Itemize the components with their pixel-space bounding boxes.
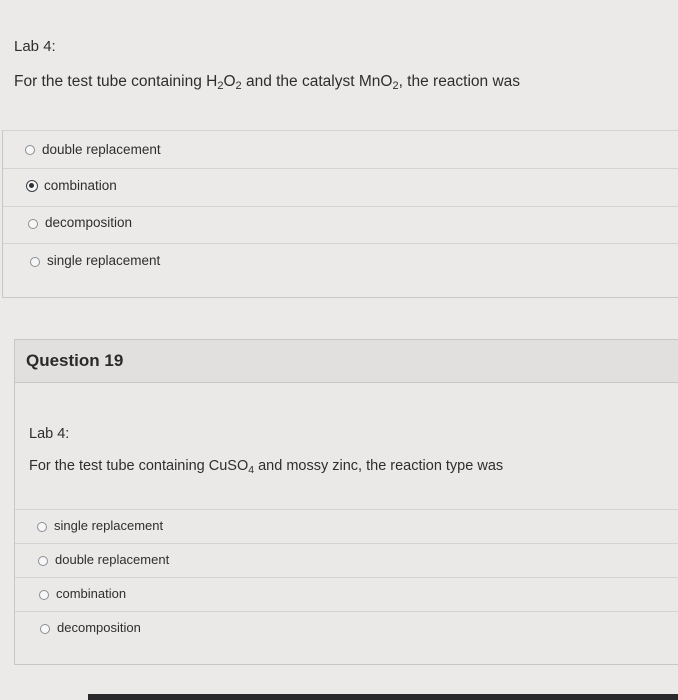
q18-lab-label: Lab 4: bbox=[14, 38, 56, 55]
radio-button-icon[interactable] bbox=[38, 556, 48, 566]
q19-prompt-post: and mossy zinc, the reaction type was bbox=[254, 458, 504, 474]
q18-prompt-sub1: 2 bbox=[217, 80, 224, 92]
q19-option-double-replacement[interactable] bbox=[15, 543, 678, 577]
q19-prompt bbox=[29, 458, 503, 474]
question-19-card bbox=[14, 339, 678, 665]
q18-prompt bbox=[14, 73, 520, 91]
q19-option-decomposition[interactable] bbox=[15, 611, 678, 645]
q18-prompt-sub3: 2 bbox=[392, 80, 399, 92]
question-19-header bbox=[15, 340, 678, 383]
option-label: double replacement bbox=[42, 142, 161, 157]
q18-prompt-mid2: and the catalyst MnO bbox=[241, 73, 393, 90]
q18-prompt-post: , the reaction was bbox=[398, 73, 521, 90]
q18-options bbox=[2, 130, 678, 298]
q18-option-double-replacement[interactable] bbox=[3, 130, 678, 167]
radio-button-icon[interactable] bbox=[30, 257, 40, 267]
q19-prompt-sub1: 4 bbox=[248, 464, 255, 476]
q19-option-combination[interactable] bbox=[15, 577, 678, 611]
q18-prompt-sub2: 2 bbox=[235, 80, 242, 92]
q19-option-single-replacement[interactable] bbox=[15, 509, 678, 543]
radio-button-icon[interactable] bbox=[28, 219, 38, 229]
radio-button-icon[interactable] bbox=[37, 522, 47, 532]
radio-button-icon[interactable] bbox=[25, 145, 35, 155]
option-label: single replacement bbox=[54, 518, 164, 533]
option-label: decomposition bbox=[57, 620, 141, 635]
option-label: combination bbox=[56, 586, 127, 601]
question-18-block bbox=[0, 0, 678, 300]
q18-option-combination[interactable] bbox=[3, 168, 678, 205]
q18-option-single-replacement[interactable] bbox=[3, 243, 678, 280]
q18-prompt-pre: For the test tube containing H bbox=[14, 73, 218, 90]
option-label: decomposition bbox=[45, 215, 133, 230]
option-label: single replacement bbox=[47, 253, 161, 268]
radio-button-icon[interactable] bbox=[40, 624, 50, 634]
radio-button-selected-icon[interactable] bbox=[26, 180, 38, 192]
question-title: Question 19 bbox=[26, 351, 124, 370]
q18-option-decomposition[interactable] bbox=[3, 206, 678, 243]
screen-bottom-edge bbox=[88, 694, 678, 700]
q19-lab-label: Lab 4: bbox=[29, 426, 70, 442]
option-label: combination bbox=[44, 178, 117, 193]
q18-prompt-mid1: O bbox=[223, 73, 236, 90]
option-label: double replacement bbox=[55, 552, 170, 567]
radio-button-icon[interactable] bbox=[39, 590, 49, 600]
q19-prompt-pre: For the test tube containing CuSO bbox=[29, 458, 249, 474]
